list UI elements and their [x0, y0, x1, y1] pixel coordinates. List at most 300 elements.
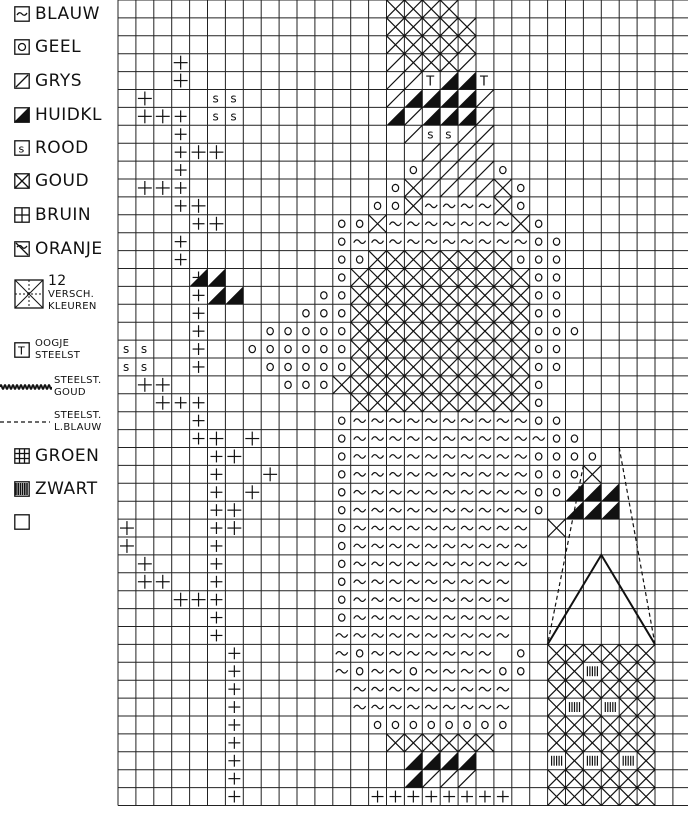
stitch-cell — [497, 526, 509, 530]
stitch-cell — [211, 612, 223, 624]
stitch-cell — [512, 340, 530, 358]
stitch-cell — [387, 107, 405, 125]
stitch-cell — [619, 770, 637, 788]
stitch-dot — [430, 366, 432, 368]
stitch-cell — [443, 652, 455, 656]
stitch-cell — [440, 36, 458, 54]
stitch-cell — [372, 791, 384, 803]
stitch-cell — [425, 598, 437, 602]
stitch-cell — [390, 222, 402, 226]
stitch-cell — [372, 544, 384, 548]
stitch-cell — [425, 616, 437, 620]
stitch-cell — [354, 437, 366, 441]
legend-label: ROOD — [35, 138, 89, 158]
stitch-cell — [440, 90, 458, 108]
stitch-cell — [211, 630, 223, 642]
stitch-cell — [404, 125, 422, 143]
stitch-cell — [548, 698, 566, 716]
stitch-cell — [637, 698, 655, 716]
stitch-cell — [535, 310, 541, 317]
stitch-cell — [566, 734, 584, 752]
stitch-cell — [138, 575, 152, 589]
legend-item-geel — [14, 37, 81, 57]
stitch-cell — [601, 662, 619, 680]
stitch-cell — [372, 419, 384, 423]
stitch-cell — [605, 702, 615, 712]
stitch-dot — [430, 259, 432, 261]
stitch-cell — [387, 394, 405, 412]
legend-item-grys — [14, 71, 82, 91]
stitch-cell — [351, 394, 369, 412]
stitch-cell — [390, 490, 402, 494]
stitch-cell — [387, 90, 405, 108]
stitch-cell — [535, 471, 541, 478]
stitch-cell — [407, 791, 419, 803]
stitch-dot — [395, 312, 397, 314]
stitch-cell — [404, 197, 422, 215]
stitch-cell — [566, 662, 584, 680]
stitch-cell — [461, 240, 473, 244]
stitch-cell — [354, 634, 366, 638]
legend-label: VERSCH. — [48, 289, 95, 300]
stitch-cell — [175, 128, 187, 140]
stitch-cell — [497, 705, 509, 709]
stitch-dot — [466, 277, 468, 279]
stitch-cell — [425, 490, 437, 494]
stitch-cell — [461, 562, 473, 566]
stitch-dot — [395, 348, 397, 350]
stitch-cell — [321, 292, 327, 299]
stitch-cell — [479, 616, 491, 620]
stitch-cell — [407, 222, 419, 226]
stitch-cell — [461, 791, 473, 803]
stitch-cell — [193, 397, 205, 409]
stitch-cell — [518, 650, 524, 657]
stitch-cell — [443, 562, 455, 566]
stitch-cell — [583, 698, 601, 716]
stitch-dot — [448, 384, 450, 386]
stitch-cell — [458, 36, 476, 54]
stitch-cell — [372, 437, 384, 441]
stitch-cell — [225, 286, 243, 304]
stitch-cell — [535, 274, 541, 281]
stitch-cell — [440, 18, 458, 36]
stitch-cell — [440, 107, 458, 125]
stitch-dot — [377, 277, 379, 279]
stitch-cell — [407, 455, 419, 459]
stitch-dot — [502, 330, 504, 332]
stitch-cell — [407, 490, 419, 494]
slash-symbol-icon — [14, 73, 30, 89]
stitch-cell — [461, 508, 473, 512]
stitch-cell — [354, 580, 366, 584]
stitch-cell — [461, 437, 473, 441]
stitch-cell — [619, 716, 637, 734]
stitch-cell — [404, 734, 422, 752]
stitch-cell — [156, 181, 170, 195]
stitch-dot — [502, 294, 504, 296]
stitch-cell — [407, 437, 419, 441]
stitch-cell — [190, 269, 208, 287]
stitch-cell — [476, 125, 494, 143]
stitch-cell — [601, 788, 619, 806]
stitch-cell — [175, 236, 187, 248]
stitch-cell — [356, 668, 362, 675]
stitch-cell — [372, 634, 384, 638]
stitch-dot — [430, 277, 432, 279]
stitch-dot — [412, 312, 414, 314]
hash-symbol-icon — [14, 207, 30, 223]
stitch-cell — [479, 75, 488, 90]
legend-label: OOGJE — [35, 338, 70, 349]
stitch-cell — [372, 490, 384, 494]
stitch-cell — [566, 680, 584, 698]
stitch-cell — [120, 539, 134, 553]
stitch-cell — [372, 687, 384, 691]
stitch-cell — [518, 668, 524, 675]
stitch-cell — [422, 0, 440, 18]
legend-label: STEELST. — [54, 375, 102, 386]
legend-label: 12 — [48, 273, 67, 289]
stitch-cell — [512, 394, 530, 412]
stitch-cell — [583, 501, 601, 519]
stitch-dot — [502, 259, 504, 261]
stitch-cell — [440, 770, 458, 788]
stitch-cell — [497, 437, 509, 441]
legend-item-12 — [14, 274, 97, 313]
stitch-cell — [422, 90, 440, 108]
stitch-cell — [404, 107, 422, 125]
stitch-cell — [390, 473, 402, 477]
stitch-cell — [354, 616, 366, 620]
stitch-cell — [228, 773, 240, 785]
stitch-cell — [228, 791, 240, 803]
legend-label: BLAUW — [35, 4, 100, 24]
stitch-cell — [512, 322, 530, 340]
stitch-cell — [497, 634, 509, 638]
stitch-cell — [138, 109, 152, 123]
stitch-cell — [535, 292, 541, 299]
stitch-cell — [374, 721, 380, 728]
stitch-cell — [141, 360, 147, 374]
stitch-cell — [390, 652, 402, 656]
stitch-cell — [479, 634, 491, 638]
stitch-dot — [377, 348, 379, 350]
legend-item-goud — [14, 171, 89, 191]
stitch-cell — [479, 598, 491, 602]
stitch-cell — [518, 184, 524, 191]
svg-text:s: s — [140, 342, 148, 357]
stitch-cell — [566, 716, 584, 734]
stitch-cell — [372, 652, 384, 656]
stitch-dot — [430, 348, 432, 350]
stitch-cell — [535, 238, 541, 245]
stitch-cell — [422, 770, 440, 788]
stitch-cell — [336, 669, 348, 673]
stitch-cell — [193, 325, 205, 337]
stitch-cell — [571, 453, 577, 460]
stitch-cell — [637, 680, 655, 698]
legend-label: ORANJE — [35, 239, 103, 259]
stitch-cell — [249, 345, 255, 352]
stitch-cell — [476, 143, 494, 161]
stitch-cell — [387, 54, 405, 72]
stitch-cell — [637, 662, 655, 680]
svg-text:s: s — [123, 360, 130, 374]
legend-item-zwart — [14, 479, 98, 499]
stitch-cell — [458, 161, 476, 179]
stitch-cell — [339, 345, 345, 352]
stitch-cell — [193, 307, 205, 319]
stitch-cell — [497, 473, 509, 477]
stitch-cell — [404, 0, 422, 18]
stitch-cell — [601, 680, 619, 698]
stitch-cell — [175, 254, 187, 266]
stitch-dot — [412, 259, 414, 261]
stitch-dot — [466, 294, 468, 296]
stitch-cell — [245, 432, 259, 446]
svg-text:s: s — [445, 127, 452, 142]
svg-text:s: s — [230, 109, 237, 124]
stitch-cell — [445, 127, 451, 141]
stitch-cell — [458, 54, 476, 72]
stitch-cell — [174, 74, 188, 88]
stitch-cell — [303, 363, 309, 370]
stitch-cell — [479, 687, 491, 691]
stitch-cell — [601, 752, 619, 770]
stitch-cell — [440, 54, 458, 72]
stitch-cell — [440, 179, 458, 197]
stitch-dot — [448, 259, 450, 261]
stitch-cell — [461, 473, 473, 477]
stitch-cell — [583, 644, 601, 662]
stitch-dot — [412, 366, 414, 368]
stitch-cell — [387, 734, 405, 752]
stitch-dot — [377, 294, 379, 296]
svg-text:s: s — [140, 360, 148, 374]
stitch-cell — [479, 652, 491, 656]
half-symbol-icon — [14, 107, 30, 123]
stitch-cell — [425, 222, 437, 226]
stitch-cell — [553, 471, 559, 478]
stitch-cell — [392, 184, 398, 191]
stitch-cell — [461, 204, 473, 208]
stitch-cell — [211, 576, 223, 588]
stitch-cell — [553, 328, 559, 335]
stitch-cell — [321, 363, 327, 370]
stitch-cell — [404, 72, 422, 90]
stitch-cell — [461, 669, 473, 673]
stitch-cell — [410, 166, 416, 173]
stitch-dot — [377, 259, 379, 261]
stitch-cell — [461, 490, 473, 494]
stitch-dot — [395, 384, 397, 386]
stitch-cell — [372, 508, 384, 512]
stitch-cell — [497, 419, 509, 423]
stitch-cell — [390, 562, 402, 566]
stitch-cell — [356, 650, 362, 657]
stitch-cell — [354, 490, 366, 494]
stitch-cell — [461, 526, 473, 530]
stitch-cell — [390, 705, 402, 709]
stitch-cell — [369, 215, 387, 233]
stitch-cell — [303, 345, 309, 352]
stitch-cell — [390, 669, 402, 673]
stitch-cell — [404, 770, 422, 788]
stitch-cell — [422, 36, 440, 54]
stitch-cell — [211, 468, 223, 480]
stitch-cell — [211, 451, 223, 463]
stitch-cell — [548, 644, 566, 662]
stitch-cell — [422, 394, 440, 412]
stitch-cell — [407, 526, 419, 530]
stitch-cell — [211, 522, 223, 534]
stitch-dot — [466, 348, 468, 350]
stitch-cell — [535, 256, 541, 263]
legend-label: GOUD — [35, 171, 90, 191]
stitch-cell — [461, 705, 473, 709]
svg-text:s: s — [123, 342, 130, 357]
stitch-cell — [404, 54, 422, 72]
stitch-cell — [138, 92, 152, 106]
stitch-cell — [422, 54, 440, 72]
stitch-cell — [515, 490, 527, 494]
stitch-cell — [392, 202, 398, 209]
stitch-cell — [390, 526, 402, 530]
stitch-cell — [339, 614, 345, 621]
stitch-cell — [372, 580, 384, 584]
stitch-cell — [422, 179, 440, 197]
stitch-cell — [497, 455, 509, 459]
stitch-cell — [410, 668, 416, 675]
stitch-cell — [461, 687, 473, 691]
stitch-cell — [553, 310, 559, 317]
stitch-cell — [637, 716, 655, 734]
stitch-cell — [548, 770, 566, 788]
stitch-cell — [548, 680, 566, 698]
stitch-cell — [425, 669, 437, 673]
stitch-cell — [390, 616, 402, 620]
stitch-cell — [425, 634, 437, 638]
stitch-cell — [193, 218, 205, 230]
stitch-cell — [404, 36, 422, 54]
stitch-cell — [372, 669, 384, 673]
stitch-cell — [533, 437, 545, 441]
stitch-cell — [372, 705, 384, 709]
stitch-cell — [390, 580, 402, 584]
stitch-dot — [377, 312, 379, 314]
stitch-cell — [494, 197, 512, 215]
stitch-cell — [497, 616, 509, 620]
stitch-dot — [448, 330, 450, 332]
stitch-cell — [354, 455, 366, 459]
stitch-cell — [619, 662, 637, 680]
stitch-cell — [410, 721, 416, 728]
stitch-cell — [443, 508, 455, 512]
stitch-cell — [339, 310, 345, 317]
stitch-cell — [422, 18, 440, 36]
stitch-cell — [425, 419, 437, 423]
stitch-cell — [443, 598, 455, 602]
stitch-cell — [404, 752, 422, 770]
stitch-cell — [515, 562, 527, 566]
stitch-cell — [512, 286, 530, 304]
stitch-cell — [390, 598, 402, 602]
empty-symbol-icon — [14, 514, 30, 530]
stitch-cell — [228, 737, 240, 749]
stitch-cell — [228, 665, 240, 677]
stitch-cell — [193, 361, 205, 373]
stitch-cell — [156, 109, 170, 123]
stitch-cell — [285, 363, 291, 370]
stitch-dot — [377, 330, 379, 332]
stitch-cell — [535, 363, 541, 370]
legend-item-steelst- — [0, 375, 102, 399]
stitch-cell — [193, 415, 205, 427]
stitch-cell — [407, 580, 419, 584]
stitch-cell — [461, 598, 473, 602]
stitch-cell — [407, 508, 419, 512]
legend-label: KLEUREN — [48, 301, 97, 312]
stitch-cell — [387, 36, 405, 54]
stitch-dot — [484, 312, 486, 314]
stitch-cell — [339, 471, 345, 478]
x-symbol-icon — [14, 173, 30, 189]
stitch-cell — [497, 240, 509, 244]
stitch-cell — [619, 788, 637, 806]
stitch-cell — [500, 721, 506, 728]
stitch-cell — [339, 417, 345, 424]
stitch-cell — [440, 143, 458, 161]
stitch-cell — [512, 269, 530, 287]
stitch-cell — [443, 473, 455, 477]
stitch-cell — [458, 90, 476, 108]
stitch-cell — [443, 419, 455, 423]
stitch-cell — [425, 526, 437, 530]
stitch-cell — [210, 145, 224, 159]
stitch-cell — [619, 698, 637, 716]
legend — [0, 0, 120, 818]
stitch-dot — [484, 330, 486, 332]
stitch-cell — [461, 222, 473, 226]
stitch-cell — [637, 752, 655, 770]
stitch-cell — [443, 222, 455, 226]
stitch-cell — [425, 240, 437, 244]
stitch-cell — [303, 328, 309, 335]
stitch-cell — [339, 256, 345, 263]
stitch-cell — [566, 752, 584, 770]
stitch-cell — [566, 483, 584, 501]
stitch-cell — [339, 363, 345, 370]
stitch-cell — [583, 483, 601, 501]
stitch-dot — [430, 330, 432, 332]
svg-text:T: T — [480, 74, 488, 90]
stitch-cell — [458, 125, 476, 143]
stitch-cell — [372, 526, 384, 530]
wavy-stitch-line-icon — [0, 381, 52, 393]
stitch-cell — [566, 644, 584, 662]
stitch-cell — [407, 705, 419, 709]
stitch-cell — [535, 328, 541, 335]
stitch-cell — [512, 358, 530, 376]
stitch-dot — [395, 330, 397, 332]
stitch-cell — [321, 310, 327, 317]
stitch-cell — [497, 508, 509, 512]
stitch-cell — [476, 734, 494, 752]
stitch-cell — [425, 687, 437, 691]
svg-text:s: s — [18, 142, 25, 156]
stitch-cell — [443, 204, 455, 208]
